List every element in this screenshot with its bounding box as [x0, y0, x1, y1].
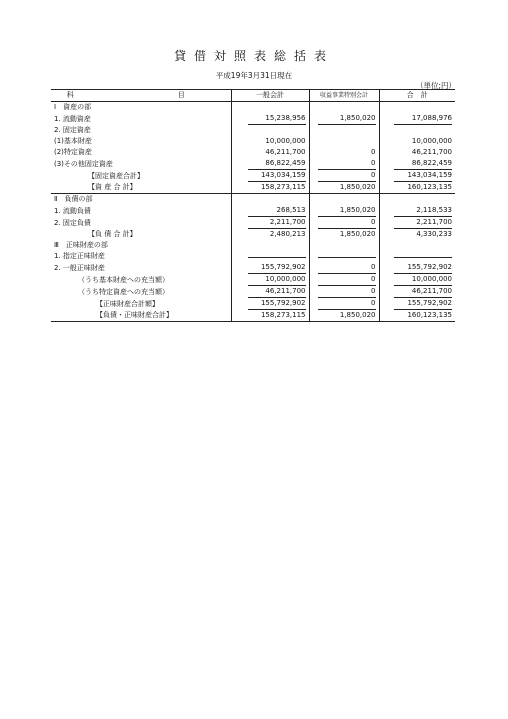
section-heading: Ⅱ 負債の部: [54, 195, 93, 203]
cell-value: 4,330,233: [416, 230, 452, 238]
cell-value: 155,792,902: [248, 298, 306, 310]
cell-value: 155,792,902: [394, 262, 452, 274]
cell-value: 0: [318, 286, 376, 298]
row-label: 2. 固定負債: [54, 218, 91, 227]
cell-value: 46,211,700: [411, 148, 452, 156]
cell-value: 143,034,159: [248, 170, 306, 182]
cell-value: 160,123,135: [407, 183, 452, 191]
cell-value: 0: [318, 274, 376, 286]
row-label: 1. 流動資産: [54, 114, 91, 123]
header-profit: 収益事業特別会計: [309, 90, 379, 102]
table-row: [51, 240, 455, 251]
table-row: [51, 102, 455, 114]
header-row: [51, 90, 455, 102]
cell-value: 160,123,135: [407, 311, 452, 319]
row-label: (1)基本財産: [54, 137, 92, 145]
table-row: [51, 182, 455, 194]
row-label: 1. 指定正味財産: [54, 252, 105, 260]
table-row: [51, 125, 455, 136]
row-label: 2. 一般正味財産: [54, 263, 105, 272]
cell-value: 1,850,020: [339, 183, 376, 191]
cell-value: 10,000,000: [394, 274, 452, 286]
row-label: 2. 固定資産: [54, 126, 91, 134]
cell-value: 0: [318, 217, 376, 229]
total-label: 【負 債 合 計】: [88, 230, 137, 238]
cell-value: 2,480,213: [269, 230, 306, 238]
header-general: 一般会計: [231, 90, 309, 102]
cell-value: 1,850,020: [339, 311, 376, 319]
cell-value: 0: [318, 170, 376, 182]
cell-value: 155,792,902: [394, 298, 452, 310]
row-label: (2)特定資産: [54, 148, 92, 156]
cell-value: 2,211,700: [394, 217, 452, 229]
table-row: [51, 251, 455, 262]
cell-value: 17,088,976: [394, 113, 452, 125]
cell-value: 46,211,700: [394, 286, 452, 298]
cell-value: 143,034,159: [394, 170, 452, 182]
cell-value: 86,822,459: [248, 158, 306, 170]
section-heading: Ⅰ 資産の部: [54, 103, 92, 111]
cell-value: 15,238,956: [248, 113, 306, 125]
row-label: （うち基本財産への充当額）: [78, 275, 169, 284]
row-label: (3)その他固定資産: [54, 159, 113, 168]
table-row: [51, 194, 455, 206]
cell-value: 1,850,020: [318, 205, 376, 217]
cell-value: 155,792,902: [248, 262, 306, 274]
subtotal-label: 【固定資産合計】: [88, 171, 144, 180]
table-row: [51, 136, 455, 147]
table-row: [51, 217, 455, 229]
table-row: [51, 229, 455, 240]
total-label: 【資 産 合 計】: [88, 183, 137, 191]
cell-value: 1,850,020: [318, 113, 376, 125]
row-label: （うち特定資産への充当額）: [78, 287, 169, 296]
table-row: [51, 298, 455, 310]
cell-value: 86,822,459: [394, 158, 452, 170]
cell-value: 10,000,000: [411, 137, 452, 145]
total-label: 【正味財産合計額】: [96, 299, 159, 308]
grand-total-label: 【負債・正味財産合計】: [96, 311, 173, 319]
cell-value: 46,211,700: [265, 148, 306, 156]
cell-value: 268,513: [248, 205, 306, 217]
cell-value: 10,000,000: [265, 137, 306, 145]
cell-value: 2,118,533: [394, 205, 452, 217]
cell-value: 46,211,700: [248, 286, 306, 298]
table-row: [51, 113, 455, 125]
cell-value: 2,211,700: [248, 217, 306, 229]
table-row: [51, 286, 455, 298]
section-heading: Ⅲ 正味財産の部: [54, 241, 108, 249]
as-of-date: 平成19年3月31日現在: [215, 71, 293, 80]
table-row: [51, 262, 455, 274]
table-row: [51, 170, 455, 182]
table-row: [51, 310, 455, 322]
row-label: 1. 流動負債: [54, 206, 91, 215]
table-row: [51, 205, 455, 217]
table-row: [51, 158, 455, 170]
cell-value: 0: [318, 262, 376, 274]
balance-sheet-table: [51, 89, 455, 322]
header-subject: 科 目: [51, 90, 231, 102]
cell-value: 0: [318, 158, 376, 170]
cell-value: 10,000,000: [248, 274, 306, 286]
cell-value: 158,273,115: [260, 183, 306, 191]
unit-label: （単位;円）: [415, 81, 456, 90]
document-title: 貸借対照表総括表: [173, 49, 334, 63]
cell-value: 1,850,020: [339, 230, 376, 238]
header-total: 合 計: [379, 90, 455, 102]
table-row: [51, 147, 455, 158]
table-row: [51, 274, 455, 286]
cell-value: 0: [318, 298, 376, 310]
cell-value: 0: [371, 148, 376, 156]
cell-value: 158,273,115: [260, 311, 306, 319]
